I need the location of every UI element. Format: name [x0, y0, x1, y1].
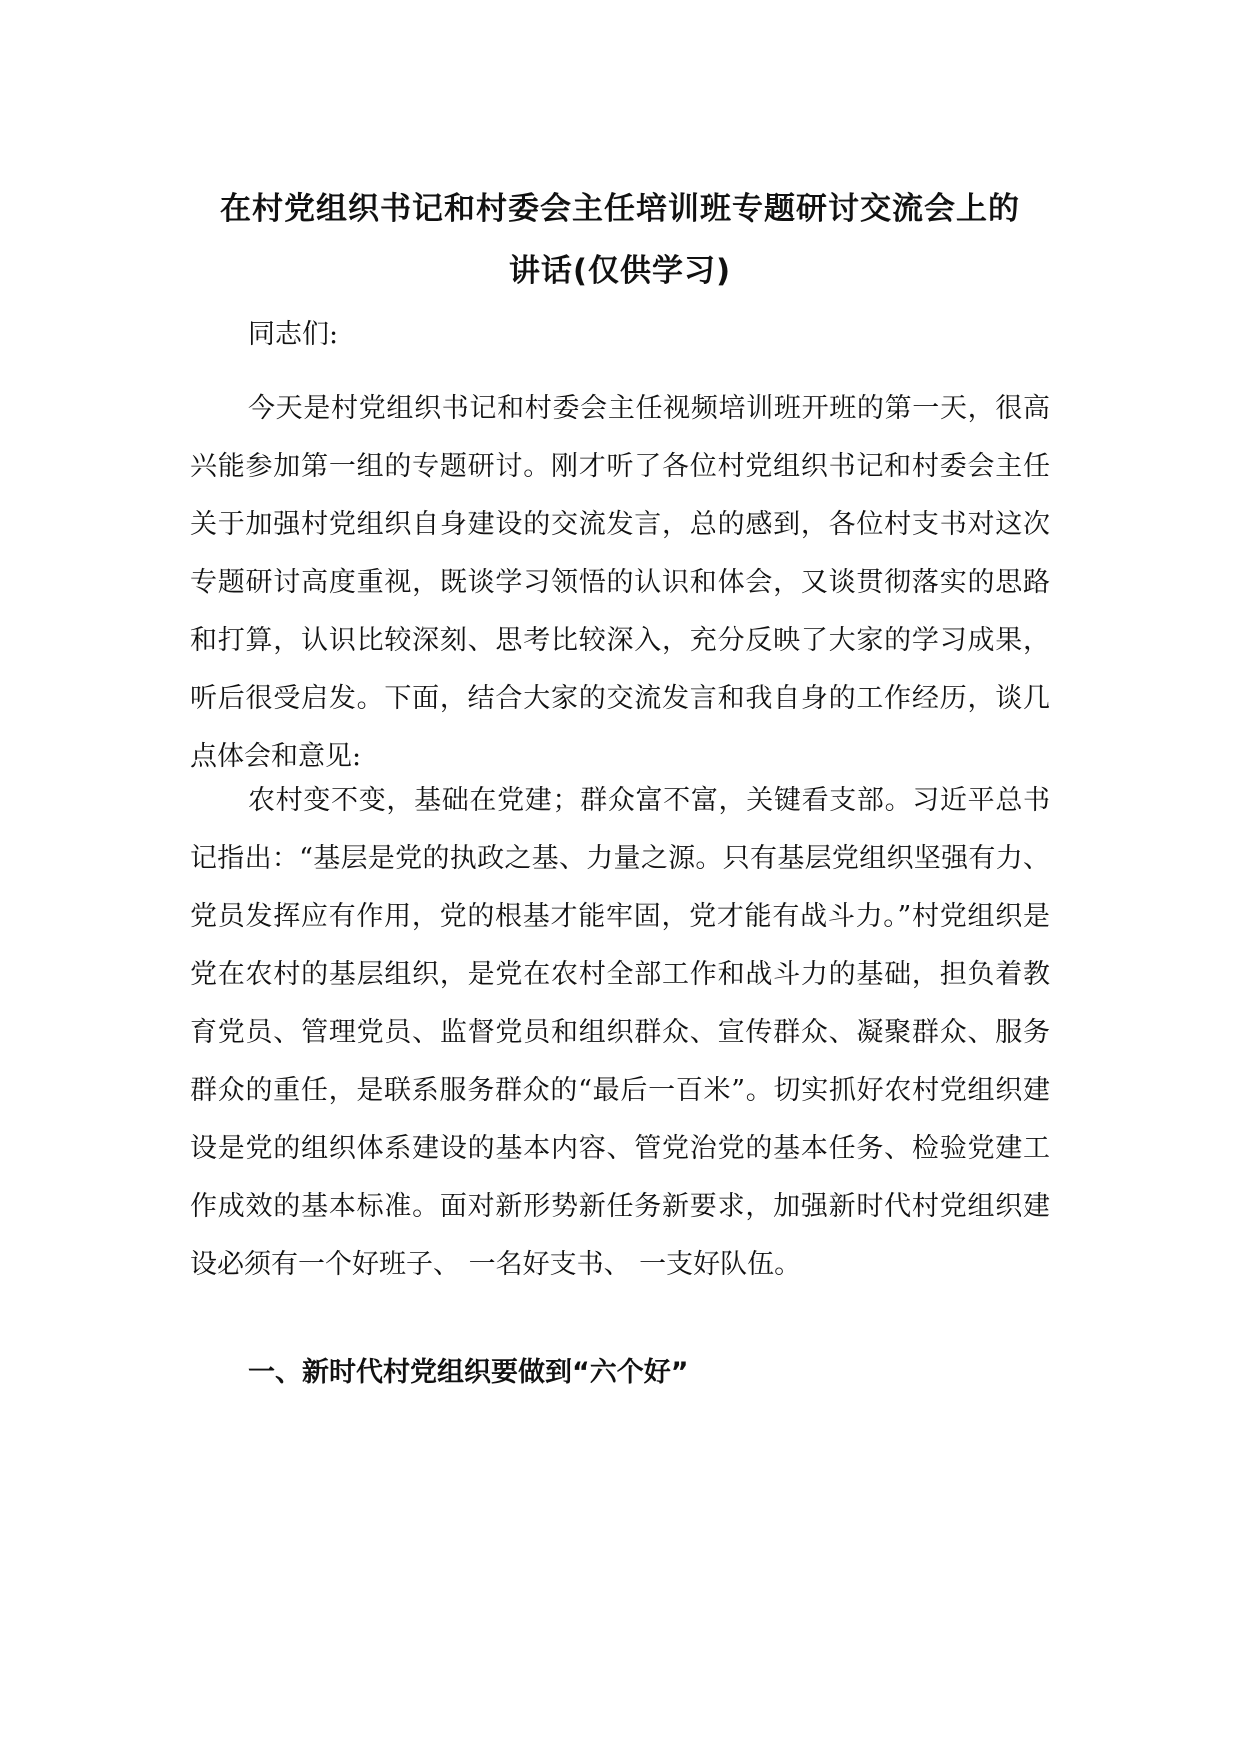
title-line-1: 在村党组织书记和村委会主任培训班专题研讨交流会上的 — [220, 191, 1020, 227]
section-heading-1: 一、新时代村党组织要做到“六个好” — [248, 1357, 689, 1388]
title-line-2: 讲话(仅供学习) — [508, 253, 732, 289]
paragraph-party-building: 农村变不变，基础在党建；群众富不富，关键看支部。习近平总书记指出：“基层是党的执政之基、力量之源。只有基层党组织坚强有力、党员发挥应有作用，党的根基才能牢固，党才能有战斗力。”村党组织是党在农村的基层组织，是党在农村全部工作和战斗力的基础，担负着教育党员、管理党员、监督党员和组织群众、宣传群众、凝聚群众、服务群众的重任，是联系服务群众的“最后一百米”。切实抓好农村党组织建设是党的组织体系建设的基本内容、管党治党的基本任务、检验党建工作成效的基本标准。面对新形势新任务新要求，加强新时代村党组织建设必须有一个好班子、 一名好支书、 一支好队伍。 — [190, 785, 1050, 1280]
document-title — [175, 178, 1065, 302]
salutation: 同志们: — [248, 319, 339, 350]
paragraph-intro: 今天是村党组织书记和村委会主任视频培训班开班的第一天，很高兴能参加第一组的专题研讨。刚才听了各位村党组织书记和村委会主任关于加强村党组织自身建设的交流发言，总的感到，各位村支书对这次专题研讨高度重视，既谈学习领悟的认识和体会，又谈贯彻落实的思路和打算，认识比较深刻、思考比较深入，充分反映了大家的学习成果，听后很受启发。下面，结合大家的交流发言和我自身的工作经历，谈几点体会和意见: — [190, 393, 1050, 772]
